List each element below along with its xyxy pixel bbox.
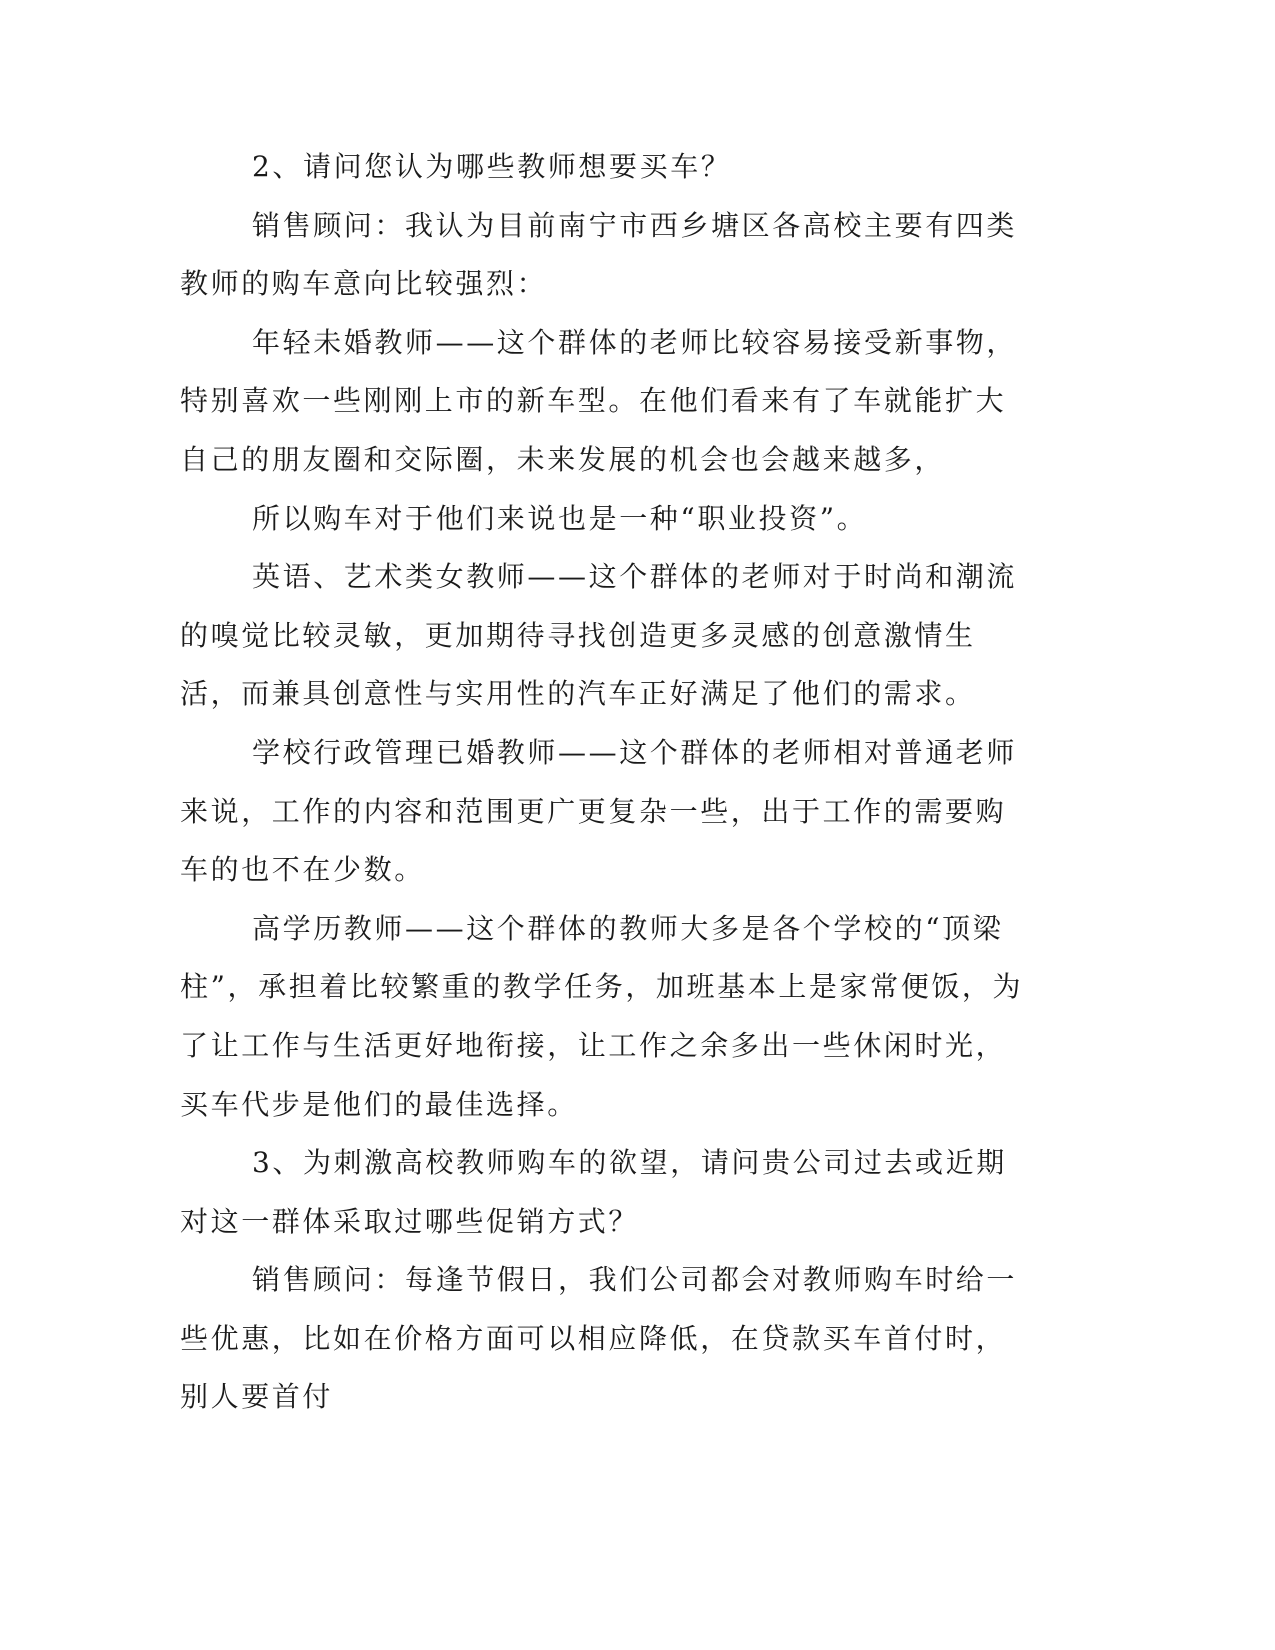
paragraph-highly-educated-teachers: 高学历教师——这个群体的教师大多是各个学校的“顶梁柱”，承担着比较繁重的教学任务，加班基本上是家常便饭，为了让工作与生活更好地衔接，让工作之余多出一些休闲时光，买车代步是他们的最佳选择。 [180, 911, 1024, 1121]
paragraph-promotion-answer: 销售顾问：每逢节假日，我们公司都会对教师购车时给一些优惠，比如在价格方面可以相应降低，在贷款买车首付时，别人要首付 [180, 1263, 1018, 1414]
paragraph-answer-intro: 销售顾问：我认为目前南宁市西乡塘区各高校主要有四类教师的购车意向比较强烈： [180, 208, 1018, 301]
paragraph-english-art-teachers: 英语、艺术类女教师——这个群体的老师对于时尚和潮流的嗅觉比较灵敏，更加期待寻找创造更多灵感的创意激情生活，而兼具创意性与实用性的汽车正好满足了他们的需求。 [180, 560, 1018, 711]
paragraph-admin-married-teachers: 学校行政管理已婚教师——这个群体的老师相对普通老师来说，工作的内容和范围更广更复杂一些，出于工作的需要购车的也不在少数。 [180, 735, 1018, 887]
document-page [180, 138, 1030, 1427]
paragraph-young-unmarried-teachers: 年轻未婚教师——这个群体的老师比较容易接受新事物，特别喜欢一些刚刚上市的新车型。在他们看来有了车就能扩大自己的朋友圈和交际圈，未来发展的机会也会越来越多， [180, 325, 1018, 476]
paragraph-question-2: 2、请问您认为哪些教师想要买车？ [252, 150, 732, 183]
paragraph-question-3: 3、为刺激高校教师购车的欲望，请问贵公司过去或近期对这一群体采取过哪些促销方式？ [180, 1146, 1007, 1238]
paragraph-career-investment: 所以购车对于他们来说也是一种“职业投资”。 [252, 501, 868, 535]
